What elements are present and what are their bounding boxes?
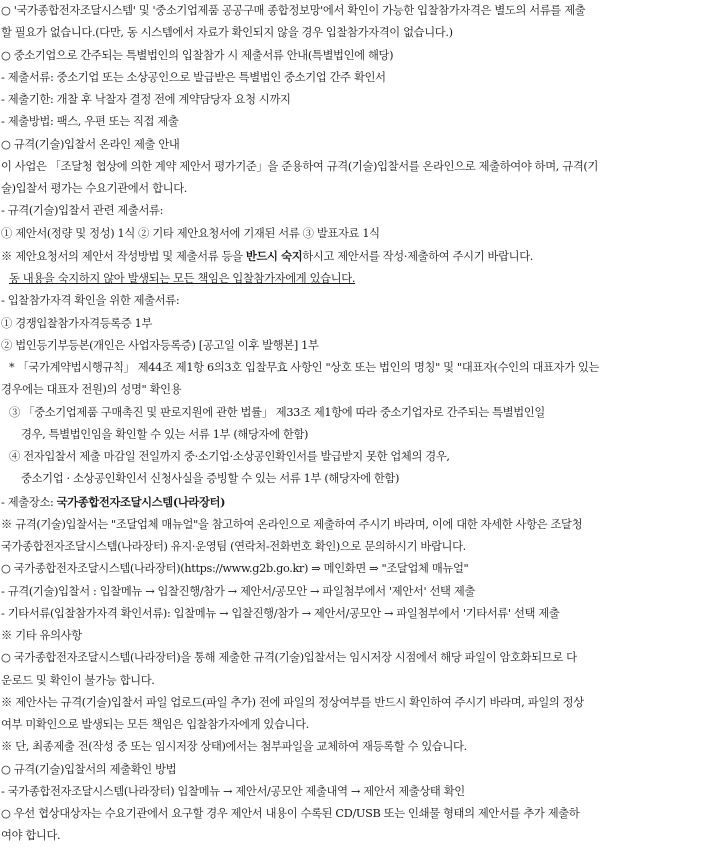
text-line: ① 제안서(정량 및 정성) 1식 ② 기타 제안요청서에 기재된 서류 ③ 발표자료 1식 <box>1 226 380 240</box>
text-line: 경우, 특별법인임을 확인할 수 있는 서류 1부 (해당자에 한함) <box>21 427 309 441</box>
text-line: ① 경쟁입찰참가자격등록증 1부 <box>1 316 153 330</box>
text-line: ④ 전자입찰서 제출 마감일 전일까지 중·소기업·소상공인확인서를 발급받지 못한 업체의 경우, <box>9 450 450 463</box>
underlined-notice <box>1 268 716 290</box>
text-line: 운로드 및 확인이 불가능 합니다. <box>1 673 155 687</box>
text-line: 이 사업은 「조달청 협상에 의한 계약 제안서 평가기준」을 준용하여 규격(기술)입찰서를 온라인으로 제출하여야 하며, 규격(기 <box>1 159 599 173</box>
text-line: - 입찰참가자격 확인을 위한 제출서류: <box>1 294 180 308</box>
text-line: - 기타서류(입찰참가자격 확인서류): 입찰메뉴 → 입찰진행/참가 → 제안서/공모안 → 파일첨부에서 '기타서류' 선택 제출 <box>1 606 560 620</box>
text-line: ※ 단, 최종제출 전(작성 중 또는 임시저장 상태)에서는 첨부파일을 교체하여 재등록할 수 있습니다. <box>1 740 467 754</box>
submit-location-label: - 제출장소: <box>1 495 57 509</box>
section-heading: ※ 기타 유의사항 <box>1 629 82 642</box>
text-line: * 「국가계약법시행규칙」 제44조 제1항 6의3호 입찰무효 사항인 "상호 또는 법인의 명칭" 및 "대표자(수인의 대표자가 있는 <box>9 361 600 374</box>
section-heading: ○ 규격(기술)입찰서 온라인 제출 안내 <box>1 137 180 151</box>
submit-location-value: 국가종합전자조달시스템(나라장터) <box>56 494 226 509</box>
text-line: ○ 우선 협상대상자는 수요기관에서 요구할 경우 제안서 내용이 수록된 CD/USB 또는 인쇄물 형태의 제안서를 추가 제출하 <box>1 807 580 820</box>
text-line: 할 필요가 없습니다.(다만, 동 시스템에서 자료가 확인되지 않을 경우 입찰참가자격이 없습니다.) <box>1 26 453 40</box>
notice-text-pre: ※ 제안요청서의 제안서 작성방법 및 제출서류 등을 <box>1 249 246 263</box>
text-line: ○ '국가종합전자조달시스템' 및 '중소기업제품 공공구매 종합정보망'에서 확인이 가능한 입찰참가자격은 별도의 서류를 제출 <box>1 4 586 17</box>
text-line: - 제출서류: 중소기업 또는 소상공인으로 발급받은 특별법인 중소기업 간주 확인서 <box>1 70 386 84</box>
text-line: - 제출방법: 팩스, 우편 또는 직접 제출 <box>1 115 179 129</box>
text-line: 중소기업 · 소상공인확인서 신청사실을 증빙할 수 있는 서류 1부 (해당자에 한함) <box>21 472 400 486</box>
text-line: ○ 국가종합전자조달시스템(나라장터)(https://www.g2b.go.kr) ⇒ 메인화면 ⇒ "조달업체 매뉴얼" <box>1 562 469 576</box>
section-heading: ○ 중소기업으로 간주되는 특별법인의 입찰참가 시 제출서류 안내(특별법인에 해당) <box>1 48 394 62</box>
text-line: ※ 제안사는 규격(기술)입찰서 파일 업로드(파일 추가) 전에 파일의 정상여부를 반드시 확인하여 주시기 바라며, 파일의 정상 <box>1 695 584 709</box>
notice-text-bold: 반드시 숙지 <box>245 248 303 263</box>
text-line: ② 법인등기부등본(개인은 사업자등록증) [공고일 이후 발행본] 1부 <box>1 338 319 352</box>
text-line: 국가종합전자조달시스템(나라장터) 유지·운영팀 (연락처-전화번호 확인)으로 문의하시기 바랍니다. <box>1 540 466 553</box>
text-line: 여야 합니다. <box>1 829 61 843</box>
text-line: ※ 규격(기술)입찰서는 "조달업체 매뉴얼"을 참고하여 온라인으로 제출하여 주시기 바라며, 이에 대한 자세한 사항은 조달청 <box>1 517 583 531</box>
text-line: 술)입찰서 평가는 수요기관에서 합니다. <box>1 182 188 195</box>
notice-text-post: 하시고 제안서를 작성·제출하여 주시기 바랍니다. <box>302 249 534 263</box>
section-heading: ○ 규격(기술)입찰서의 제출확인 방법 <box>1 762 177 776</box>
text-line: 경우에는 대표자 전원)의 성명" 확인용 <box>1 383 182 397</box>
text-line: ③ 「중소기업제품 구매촉진 및 판로지원에 관한 법률」 제33조 제1항에 따라 중소기업자로 간주되는 특별법인일 <box>9 405 545 419</box>
notice-line <box>1 245 716 268</box>
text-line: - 규격(기술)입찰서 : 입찰메뉴 → 입찰진행/참가 → 제안서/공모안 → 파일첨부에서 '제안서' 선택 제출 <box>1 584 475 598</box>
submit-location-line <box>1 491 716 514</box>
text-line: - 국가종합전자조달시스템(나라장터) 입찰메뉴 → 제안서/공모안 제출내역 → 제안서 제출상태 확인 <box>1 784 465 798</box>
underlined-text: 동 내용을 숙지하지 않아 발생되는 모든 책임은 입찰참가자에게 있습니다. <box>9 272 356 285</box>
text-line: - 규격(기술)입찰서 관련 제출서류: <box>1 204 164 218</box>
text-line: 여부 미확인으로 발생되는 모든 책임은 입찰참가자에게 있습니다. <box>1 718 309 731</box>
text-line: ○ 국가종합전자조달시스템(나라장터)을 통해 제출한 규격(기술)입찰서는 임시저장 시점에서 해당 파일이 암호화되므로 다 <box>1 651 577 665</box>
text-line: - 제출기한: 개찰 후 낙찰자 결정 전에 계약담당자 요청 시까지 <box>1 93 291 106</box>
